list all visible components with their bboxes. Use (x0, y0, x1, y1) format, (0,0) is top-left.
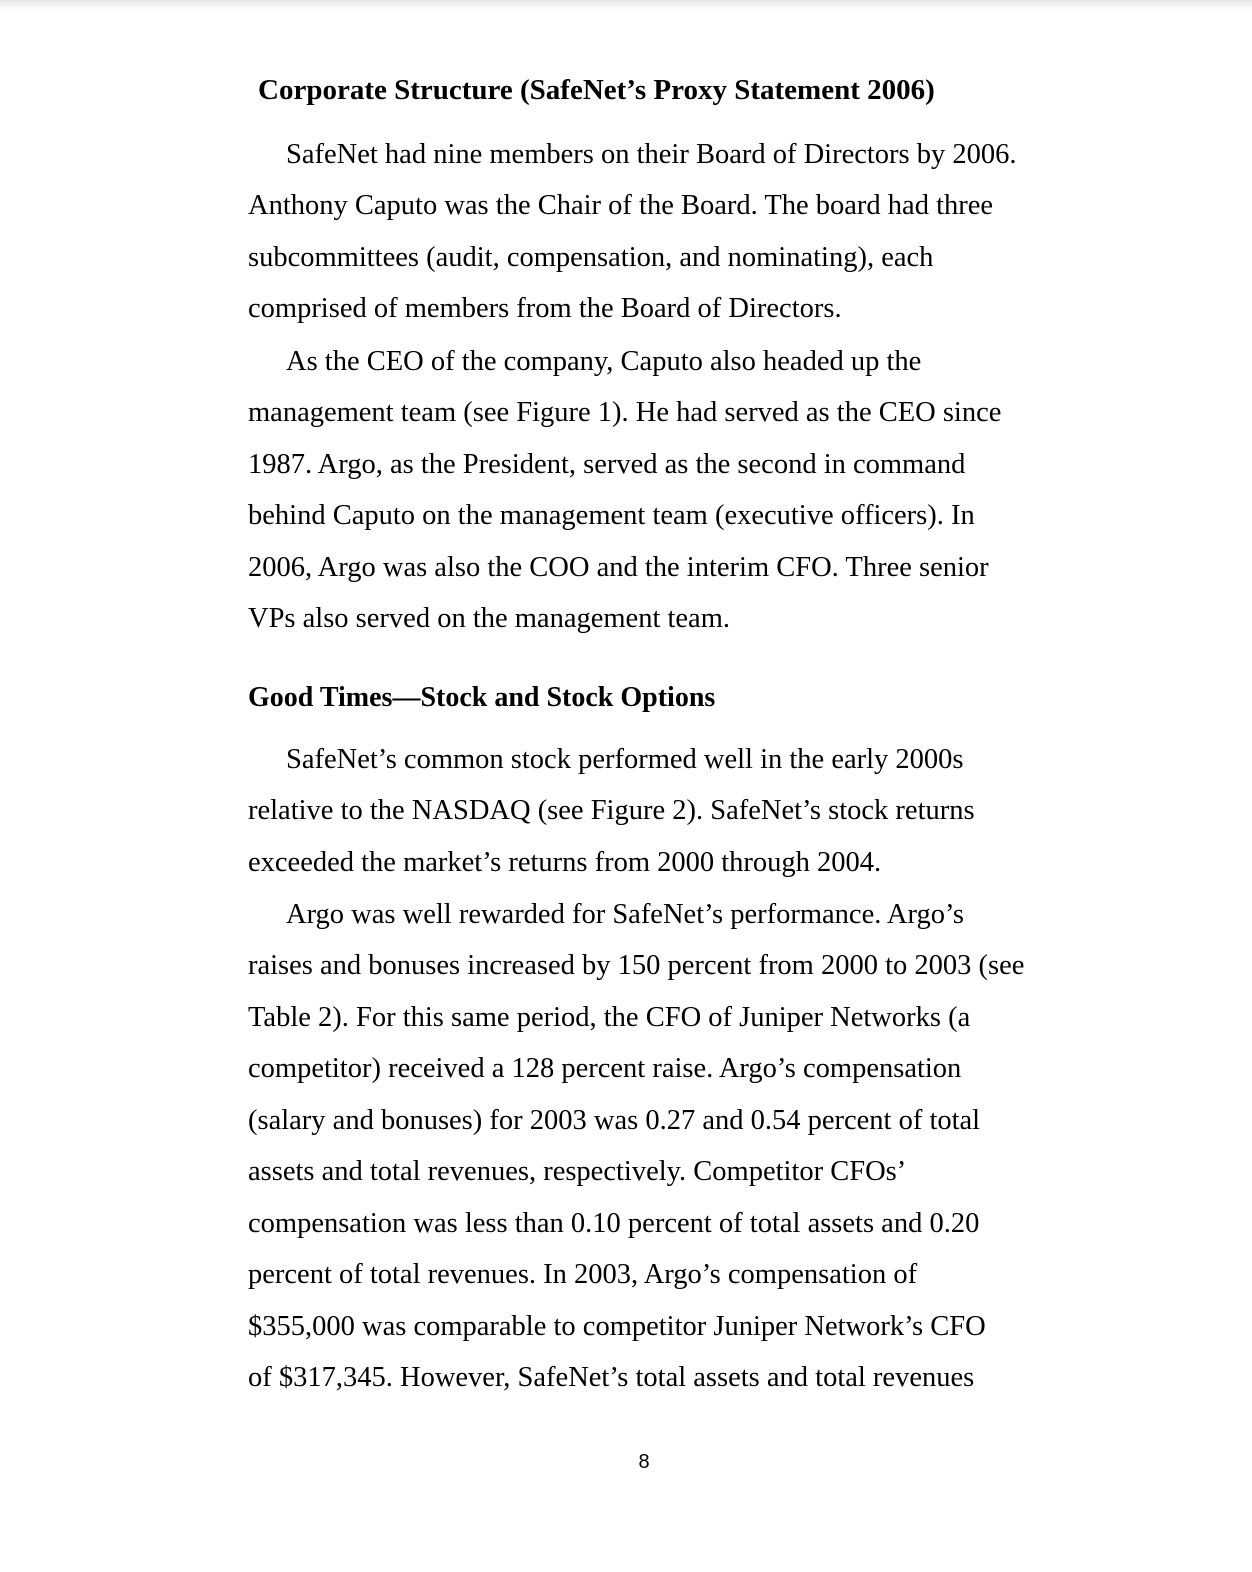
page-top-shadow (0, 0, 1252, 10)
text-line: Anthony Caputo was the Chair of the Board. The board had three (248, 190, 994, 221)
text-line: Table 2). For this same period, the CFO of Juniper Networks (a (248, 1002, 971, 1033)
text-line: comprised of members from the Board of Directors. (248, 293, 842, 324)
text-line: Argo was well rewarded for SafeNet’s performance. Argo’s (286, 899, 964, 930)
text-line: SafeNet’s common stock performed well in the early 2000s (286, 744, 964, 775)
text-line: (salary and bonuses) for 2003 was 0.27 and 0.54 percent of total (248, 1105, 981, 1136)
text-line: VPs also served on the management team. (248, 603, 730, 634)
section-heading-corporate-structure: Corporate Structure (SafeNet’s Proxy Statement 2006) (258, 74, 935, 106)
text-line: As the CEO of the company, Caputo also headed up the (286, 346, 922, 377)
page-number: 8 (638, 1451, 650, 1473)
text-line: exceeded the market’s returns from 2000 through 2004. (248, 847, 882, 878)
text-line: 1987. Argo, as the President, served as the second in command (248, 449, 966, 480)
text-line: behind Caputo on the management team (executive officers). In (248, 500, 975, 531)
text-line: raises and bonuses increased by 150 percent from 2000 to 2003 (see (248, 950, 1025, 981)
text-line: percent of total revenues. In 2003, Argo’s compensation of (248, 1259, 918, 1290)
text-line: management team (see Figure 1). He had served as the CEO since (248, 397, 1002, 428)
text-line: compensation was less than 0.10 percent of total assets and 0.20 (248, 1208, 980, 1239)
text-line: of $317,345. However, SafeNet’s total assets and total revenues (248, 1362, 975, 1393)
text-line: assets and total revenues, respectively. Competitor CFOs’ (248, 1156, 907, 1187)
text-line: 2006, Argo was also the COO and the interim CFO. Three senior (248, 552, 989, 583)
section-heading-good-times: Good Times—Stock and Stock Options (248, 682, 716, 713)
text-line: subcommittees (audit, compensation, and nominating), each (248, 242, 934, 273)
text-line: competitor) received a 128 percent raise. Argo’s compensation (248, 1053, 962, 1084)
text-line: $355,000 was comparable to competitor Juniper Network’s CFO (248, 1311, 986, 1342)
text-line: SafeNet had nine members on their Board of Directors by 2006. (286, 139, 1017, 170)
text-line: relative to the NASDAQ (see Figure 2). SafeNet’s stock returns (248, 795, 975, 826)
